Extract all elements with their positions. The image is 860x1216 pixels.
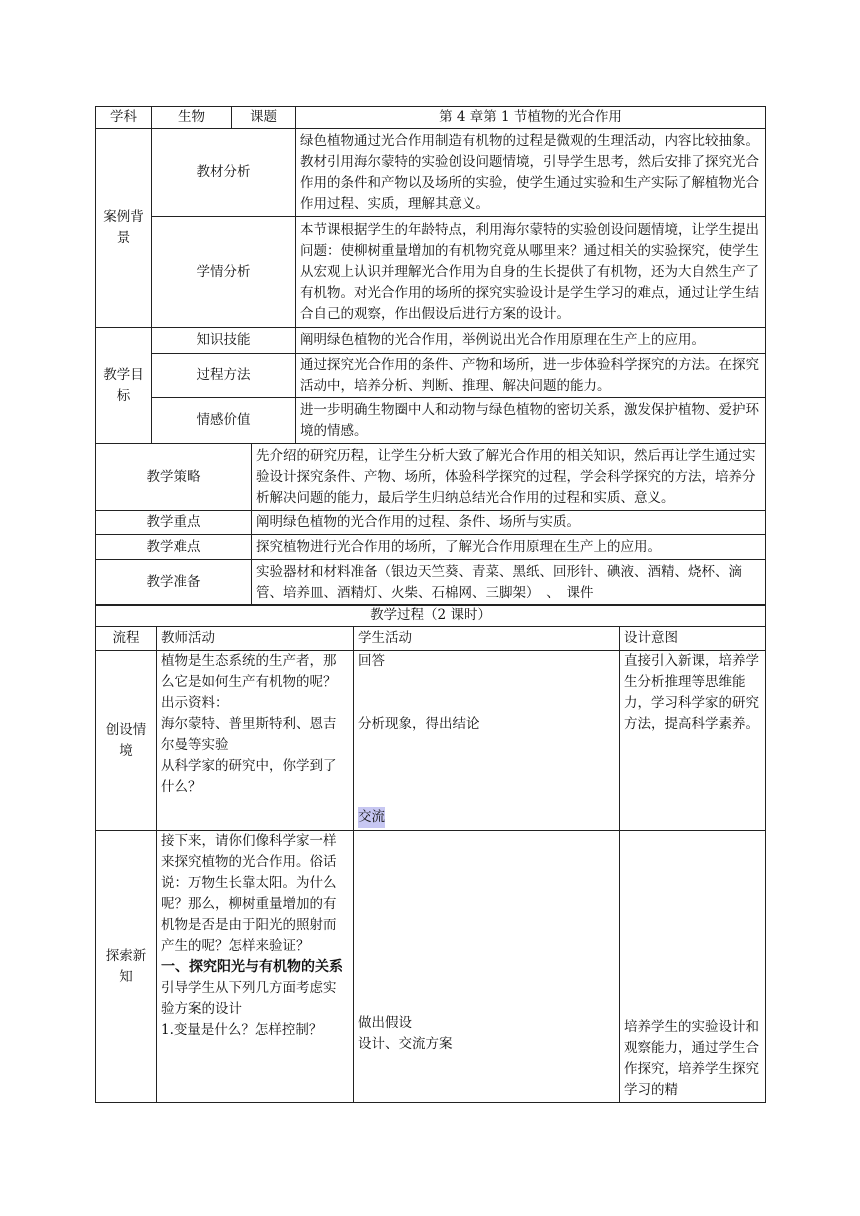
process-title: 教学过程（2 课时） — [96, 605, 766, 627]
stage-explore: 探索新知 — [96, 831, 157, 1103]
teacher-heading: 一、探究阳光与有机物的关系 — [161, 959, 343, 975]
student-design: 设计、交流方案 — [358, 1036, 453, 1052]
strategy-label: 教学策略 — [96, 444, 252, 511]
design-intent-2: 培养学生的实验设计和观察能力，通过学生合作探究，培养学生探究学习的精 — [620, 831, 766, 1103]
student-activity-2 — [354, 831, 620, 1103]
topic-value: 第 4 章第 1 节植物的光合作用 — [296, 107, 766, 129]
teacher-line: 出示资料： — [161, 695, 229, 711]
teacher-line: 植物是生态系统的生产者，那么它是如何生产有机物的呢？ — [161, 653, 337, 690]
subject-value: 生物 — [152, 107, 232, 129]
difficulty-label: 教学难点 — [96, 535, 252, 560]
preparation-label: 教学准备 — [96, 560, 252, 606]
teacher-activity-2 — [157, 831, 354, 1103]
difficulty-text: 探究植物进行光合作用的场所，了解光合作用原理在生产上的应用。 — [252, 535, 766, 560]
student-analysis-label: 学情分析 — [152, 217, 296, 328]
teacher-question: 1.变量是什么？怎样控制？ — [161, 1022, 323, 1038]
student-answer: 回答 — [358, 653, 385, 669]
teacher-guide: 引导学生从下列几方面考虑实验方案的设计 — [161, 980, 337, 1017]
overview-table — [95, 106, 766, 606]
emotion-text: 进一步明确生物圈中人和动物与绿色植物的密切关系，激发保护植物、爱护环境的情感。 — [296, 398, 766, 444]
design-intent-1: 直接引入新课，培养学生分析推理等思维能力，学习科学家的研究方法，提高科学素养。 — [620, 651, 766, 831]
teacher-line: 海尔蒙特、普里斯特利、恩吉尔曼等实验 — [161, 716, 337, 753]
col-header-teacher: 教师活动 — [157, 627, 354, 651]
student-activity-1 — [354, 651, 620, 831]
goals-label: 教学目标 — [96, 328, 152, 444]
background-label: 案例背景 — [96, 129, 152, 328]
preparation-text: 实验器材和材料准备（银边天竺葵、青菜、黑纸、回形针、碘液、酒精、烧杯、滴管、培养皿、酒精灯、火柴、石棉网、三脚架） 、 课件 — [252, 560, 766, 606]
col-header-intent: 设计意图 — [620, 627, 766, 651]
table-row — [96, 651, 766, 831]
col-header-stage: 流程 — [96, 627, 157, 651]
textbook-analysis-label: 教材分析 — [152, 129, 296, 217]
col-header-student: 学生活动 — [354, 627, 620, 651]
emotion-label: 情感价值 — [152, 398, 296, 444]
process-method-label: 过程方法 — [152, 354, 296, 398]
stage-create-scene: 创设情境 — [96, 651, 157, 831]
table-row — [96, 831, 766, 1103]
process-method-text: 通过探究光合作用的条件、产物和场所，进一步体验科学探究的方法。在探究活动中，培养分析、判断、推理、解决问题的能力。 — [296, 354, 766, 398]
knowledge-label: 知识技能 — [152, 328, 296, 354]
topic-label: 课题 — [232, 107, 296, 129]
student-exchange: 交流 — [358, 807, 385, 828]
key-point-text: 阐明绿色植物的光合作用的过程、条件、场所与实质。 — [252, 511, 766, 535]
subject-label: 学科 — [96, 107, 152, 129]
process-table — [95, 604, 766, 1103]
student-analyze: 分析现象，得出结论 — [358, 716, 480, 732]
teacher-intro: 接下来，请你们像科学家一样来探究植物的光合作用。俗话说：万物生长靠太阳。为什么呢？那么，柳树重量增加的有机物是否是由于阳光的照射而产生的呢？怎样来验证？ — [161, 833, 337, 954]
student-analysis-text: 本节课根据学生的年龄特点，利用海尔蒙特的实验创设问题情境，让学生提出问题：使柳树重量增加的有机物究竟从哪里来？通过相关的实验探究，使学生从宏观上认识并理解光合作用为自身的生长提供了有机物，还为大自然生产了有机物。对光合作用的场所的探究实验设计是学生学习的难点，通过让学生结合自己的观察，作出假设后进行方案的设计。 — [296, 217, 766, 328]
knowledge-text: 阐明绿色植物的光合作用，举例说出光合作用原理在生产上的应用。 — [296, 328, 766, 354]
teacher-line: 从科学家的研究中，你学到了什么？ — [161, 758, 337, 795]
student-hypothesis: 做出假设 — [358, 1015, 412, 1031]
teacher-activity-1 — [157, 651, 354, 831]
strategy-text: 先介绍的研究历程，让学生分析大致了解光合作用的相关知识，然后再让学生通过实验设计探究条件、产物、场所，体验科学探究的过程，学会科学探究的方法，培养分析解决问题的能力，最后学生归纳总结光合作用的过程和实质、意义。 — [252, 444, 766, 511]
textbook-analysis-text: 绿色植物通过光合作用制造有机物的过程是微观的生理活动，内容比较抽象。教材引用海尔蒙特的实验创设问题情境，引导学生思考，然后安排了探究光合作用的条件和产物以及场所的实验，使学生通过实验和生产实际了解植物光合作用过程、实质，理解其意义。 — [296, 129, 766, 217]
key-point-label: 教学重点 — [96, 511, 252, 535]
